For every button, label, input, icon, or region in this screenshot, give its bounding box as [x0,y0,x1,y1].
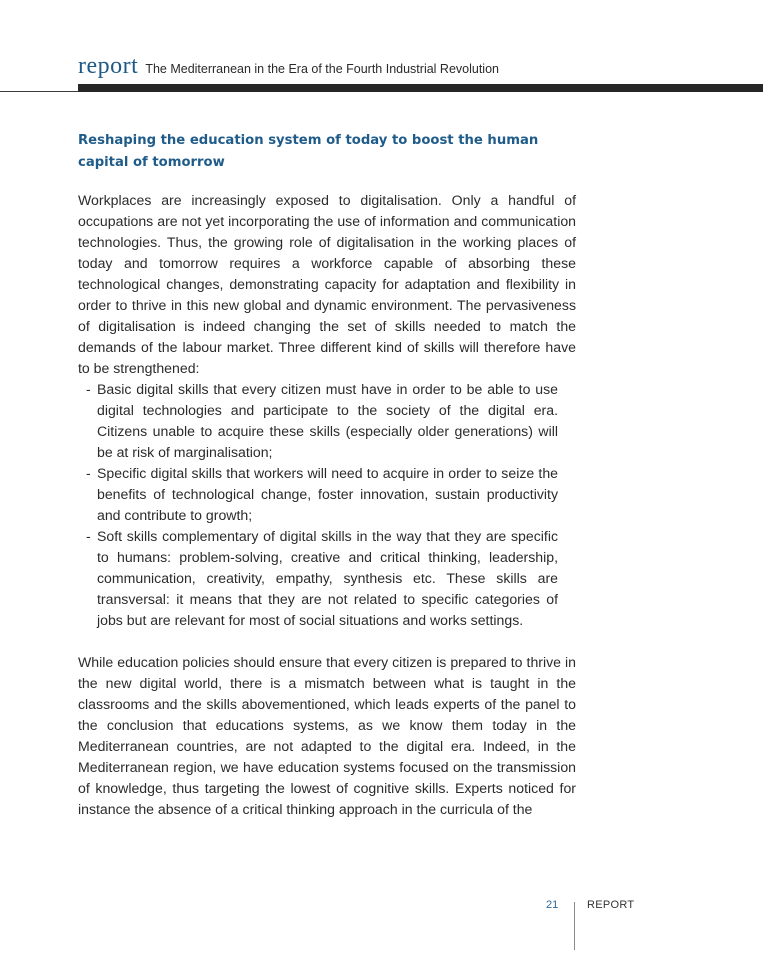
skills-list [78,379,558,631]
intro-paragraph: Workplaces are increasingly exposed to digitalisation. Only a handful of occupations are not yet incorporating the use of information and communication technologies. Thus, the growing role of digitalisation in the working places of today and tomorrow requires a workforce capable of absorbing these technological changes, demonstrating capacity for adaptation and flexibility in order to thrive in this new global and dynamic environment. The pervasiveness of digitalisation is indeed changing the set of skills needed to match the demands of the labour market. Three different kind of skills will therefore have to be strengthened: [78,192,576,376]
second-paragraph: While education policies should ensure that every citizen is prepared to thrive in the new digital world, there is a mismatch between what is taught in the classrooms and the skills abovementioned, which leads experts of the panel to the conclusion that educations systems, as we know them today in the Mediterranean countries, are not adapted to the digital era. Indeed, in the Mediterranean region, we have education systems focused on the transmission of knowledge, thus targeting the lowest of cognitive skills. Experts noticed for instance the absence of a critical thinking approach in the curricula of the [78,654,576,817]
list-item-text: Specific digital skills that workers will need to acquire in order to seize the benefits of technological change, foster innovation, sustain productivity and contribute to growth; [97,465,558,523]
publication-brand: report [78,53,139,79]
paragraph-spacer [78,631,576,652]
list-item-text: Basic digital skills that every citizen must have in order to be able to use digital technologies and participate to the society of the digital era. Citizens unable to acquire these skills (especially older generations) will be at risk of marginalisation; [97,381,558,460]
header-thin-rule [0,91,78,92]
list-item-text: Soft skills complementary of digital skills in the way that they are specific to humans: problem-solving, creative and critical thinking, leadership, communication, creativity, empathy, synthesis etc. These skills are transversal: it means that they are not related to specific categories of jobs but are relevant for most of social situations and works settings. [97,528,558,628]
list-item [78,526,558,631]
list-item [78,379,558,463]
publication-title: The Mediterranean in the Era of the Fourth Industrial Revolution [145,62,499,76]
header-bar-divider [78,84,763,92]
footer-label: REPORT [587,899,635,911]
footer-divider [574,902,575,950]
running-header [78,52,499,80]
page-content [78,130,576,820]
section-heading: Reshaping the education system of today to boost the human capital of tomorrow [78,133,539,170]
list-item [78,463,558,526]
bullet-dash: - [86,381,91,397]
page-number: 21 [546,899,559,911]
bullet-dash: - [86,528,91,544]
bullet-dash: - [86,465,91,481]
